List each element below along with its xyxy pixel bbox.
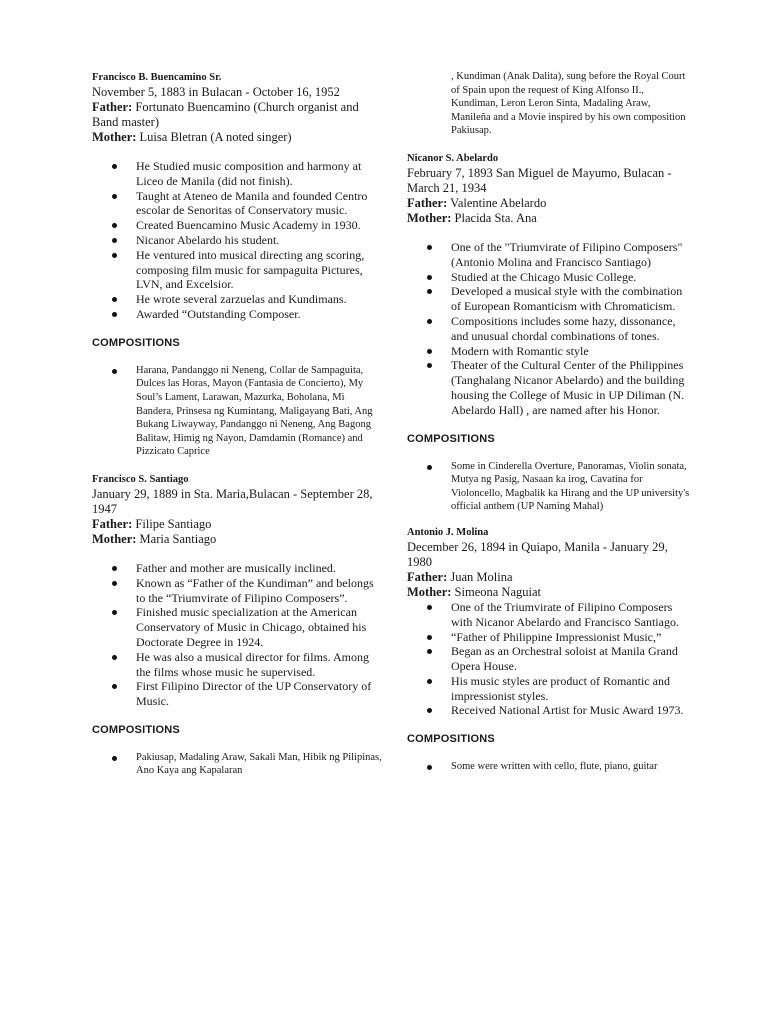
composer-dates: December 26, 1894 in Quiapo, Manila - January 29, 1980 (407, 539, 668, 569)
list-item: He wrote several zarzuelas and Kundimans. (92, 292, 382, 307)
list-item: His music styles are product of Romantic and impressionist styles. (407, 674, 692, 704)
list-item: Known as “Father of the Kundiman” and belongs to the “Triumvirate of Filipino Composers”. (92, 576, 382, 606)
composer-mother: Mother: Maria Santiago (92, 531, 217, 546)
section-heading: COMPOSITIONS (92, 336, 180, 349)
compositions-list (92, 364, 382, 459)
bullet-list (92, 159, 382, 322)
composer-father: Father: Valentine Abelardo (407, 195, 547, 210)
composer-name: Antonio J. Molina (407, 526, 489, 538)
list-item: Some were written with cello, flute, piano, guitar (407, 760, 692, 774)
list-item: He Studied music composition and harmony at Liceo de Manila (did not finish). (92, 159, 382, 189)
list-item: Harana, Pandanggo ni Neneng, Collar de Sampaguita, Dulces las Horas, Mayon (Fantasia de Concierto), My Soul’s Lament, Larawan, Mazurka, Boholana, Mi Bandera, Prinsesa ng Kumintang, Maligayang Bati, Ang Bukang Liwayway, Pandanggo ni Neneng, Ang Bagong Balitaw, Himig ng Nayon, Damdamin (Romance) and Pizzicato Caprice (92, 364, 382, 459)
composer-name: Francisco B. Buencamino Sr. (92, 72, 222, 83)
composer-name: Nicanor S. Abelardo (407, 152, 499, 164)
list-item: Awarded “Outstanding Composer. (92, 307, 382, 322)
bullet-list (407, 600, 692, 718)
left-column (92, 0, 382, 778)
composer-father: Father: Juan Molina (407, 569, 513, 584)
list-item: Studied at the Chicago Music College. (407, 270, 692, 285)
compositions-list (407, 760, 692, 774)
composer-mother: Mother: Luisa Bletran (A noted singer) (92, 130, 292, 144)
section-heading: COMPOSITIONS (92, 723, 180, 736)
composer-dates: November 5, 1883 in Bulacan - October 16, 1952 (92, 85, 340, 99)
list-item: Taught at Ateneo de Manila and founded Centro escolar de Senoritas of Conservatory music. (92, 189, 382, 219)
bullet-list (92, 561, 382, 709)
list-item: “Father of Philippine Impressionist Music,” (407, 630, 692, 645)
list-item: Modern with Romantic style (407, 344, 692, 359)
section-heading: COMPOSITIONS (407, 733, 495, 746)
composer-mother: Mother: Simeona Naguiat (407, 584, 541, 599)
composer-father: Father: Filipe Santiago (92, 516, 212, 531)
composer-father: Father: Fortunato Buencamino (Church organist and Band master) (92, 100, 359, 129)
list-item: Some in Cinderella Overture, Panoramas, Violin sonata, Mutya ng Pasig, Nasaan ka irog, Cavatina for Violoncello, Magbalik ka Hirang and the UP university's official anthem (UP Naming Mahal) (407, 460, 692, 514)
list-item: One of the "Triumvirate of Filipino Composers" (Antonio Molina and Francisco Santiago) (407, 240, 692, 270)
section-heading: COMPOSITIONS (407, 432, 495, 445)
composer-name: Francisco S. Santiago (92, 473, 189, 485)
continued-text: , Kundiman (Anak Dalita), sung before the Royal Court of Spain upon the request of King Alfonso II., Kundiman, Leron Leron Sinta, Madaling Araw, Manileña and a Movie inspired by his own composition Pakiusap. (451, 71, 686, 137)
right-column (407, 0, 692, 774)
list-item: Compositions includes some hazy, dissonance, and unusual chordal combinations of tones. (407, 314, 692, 344)
list-item: Father and mother are musically inclined. (92, 561, 382, 576)
list-item: Began as an Orchestral soloist at Manila Grand Opera House. (407, 644, 692, 674)
composer-mother: Mother: Placida Sta. Ana (407, 210, 537, 225)
list-item: He was also a musical director for films. Among the films whose music he supervised. (92, 650, 382, 680)
composer-dates: January 29, 1889 in Sta. Maria,Bulacan - September 28, 1947 (92, 486, 373, 516)
list-item: Pakiusap, Madaling Araw, Sakali Man, Hibik ng Pilipinas, Ano Kaya ang Kapalaran (92, 751, 382, 778)
compositions-list (407, 460, 692, 514)
list-item: Theater of the Cultural Center of the Philippines (Tanghalang Nicanor Abelardo) and the building housing the College of Music in UP Diliman (N. Abelardo Hall) , are named after his Honor. (407, 358, 692, 417)
list-item: Nicanor Abelardo his student. (92, 233, 382, 248)
list-item: Created Buencamino Music Academy in 1930. (92, 218, 382, 233)
compositions-list (92, 751, 382, 778)
bullet-list (407, 240, 692, 418)
list-item: First Filipino Director of the UP Conservatory of Music. (92, 679, 382, 709)
composer-dates: February 7, 1893 San Miguel de Mayumo, Bulacan - March 21, 1934 (407, 165, 672, 195)
list-item: Developed a musical style with the combination of European Romanticism with Chromaticism. (407, 284, 692, 314)
list-item: One of the Triumvirate of Filipino Composers with Nicanor Abelardo and Francisco Santiago. (407, 600, 692, 630)
list-item: He ventured into musical directing ang scoring, composing film music for sampaguita Pictures, LVN, and Excelsior. (92, 248, 382, 292)
list-item: Finished music specialization at the American Conservatory of Music in Chicago, obtained his Doctorate Degree in 1924. (92, 605, 382, 649)
list-item: Received National Artist for Music Award 1973. (407, 703, 692, 718)
